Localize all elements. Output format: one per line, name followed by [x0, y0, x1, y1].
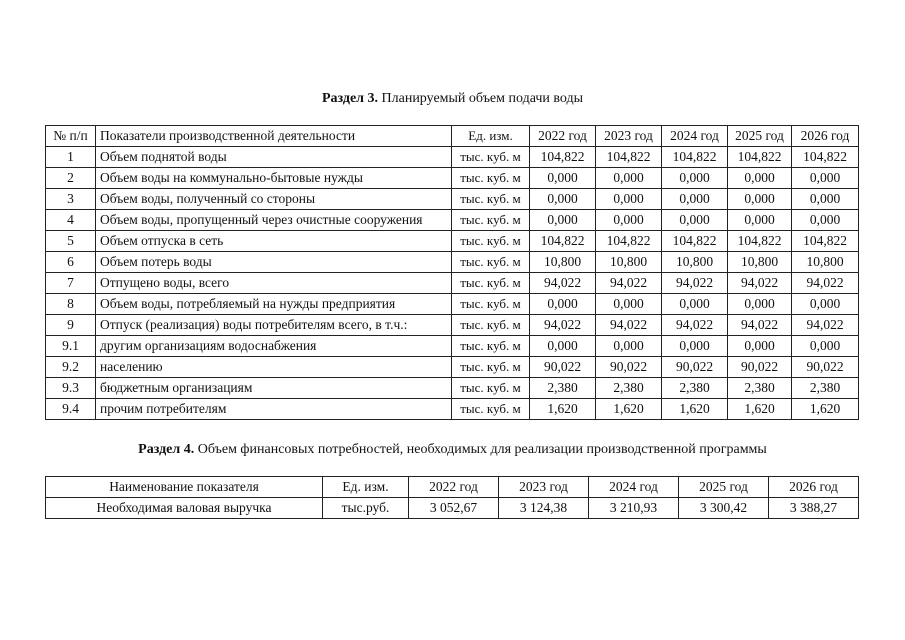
table-row [46, 378, 859, 399]
table-cell: Отпущено воды, всего [96, 273, 452, 294]
table-cell: 4 [46, 210, 96, 231]
table-cell: 2,380 [792, 378, 859, 399]
column-header: Ед. изм. [323, 477, 409, 498]
table-cell: 0,000 [728, 189, 792, 210]
table-cell: Объем воды, полученный со стороны [96, 189, 452, 210]
column-header: 2025 год [679, 477, 769, 498]
table-cell: тыс. куб. м [452, 273, 530, 294]
table-cell: 104,822 [662, 147, 728, 168]
table-cell: 0,000 [596, 210, 662, 231]
table-cell: 0,000 [530, 210, 596, 231]
table-cell: 0,000 [792, 189, 859, 210]
table-cell: 1,620 [530, 399, 596, 420]
table-cell: 104,822 [728, 147, 792, 168]
table-cell: 0,000 [792, 336, 859, 357]
table-cell: 0,000 [662, 210, 728, 231]
table-cell: тыс. куб. м [452, 231, 530, 252]
table-cell: тыс.руб. [323, 498, 409, 519]
table-cell: тыс. куб. м [452, 168, 530, 189]
table-cell: 104,822 [662, 231, 728, 252]
table-cell: 0,000 [792, 168, 859, 189]
column-header: 2026 год [769, 477, 859, 498]
column-header: 2023 год [499, 477, 589, 498]
section-4-title [0, 442, 905, 458]
table-cell: 10,800 [596, 252, 662, 273]
table-cell: 0,000 [662, 294, 728, 315]
table-cell: населению [96, 357, 452, 378]
table-row [46, 252, 859, 273]
table-row [46, 273, 859, 294]
table-cell: 94,022 [728, 273, 792, 294]
table-cell: 94,022 [662, 315, 728, 336]
section-4-heading: Объем финансовых потребностей, необходимых для реализации производственной программы [194, 442, 767, 457]
table-row [46, 357, 859, 378]
table-cell: 0,000 [662, 336, 728, 357]
table-cell: тыс. куб. м [452, 357, 530, 378]
table-cell: 6 [46, 252, 96, 273]
table-cell: 90,022 [530, 357, 596, 378]
table-cell: бюджетным организациям [96, 378, 452, 399]
table-cell: 9.4 [46, 399, 96, 420]
table-cell: тыс. куб. м [452, 210, 530, 231]
column-header: 2024 год [589, 477, 679, 498]
table-cell: 0,000 [596, 189, 662, 210]
table-cell: 9.2 [46, 357, 96, 378]
table-cell: 10,800 [662, 252, 728, 273]
section-3-title [0, 91, 905, 107]
table-cell: 9 [46, 315, 96, 336]
table-row [46, 189, 859, 210]
table-cell: Объем потерь воды [96, 252, 452, 273]
table-cell: 94,022 [792, 315, 859, 336]
table-cell: 104,822 [596, 147, 662, 168]
table-cell: 10,800 [728, 252, 792, 273]
table-cell: 0,000 [530, 189, 596, 210]
column-header: № п/п [46, 126, 96, 147]
table-cell: 94,022 [596, 273, 662, 294]
table-row [46, 210, 859, 231]
table-cell: 90,022 [728, 357, 792, 378]
table-cell: 90,022 [596, 357, 662, 378]
table-cell: 1,620 [728, 399, 792, 420]
table-cell: 90,022 [792, 357, 859, 378]
table-cell: Объем отпуска в сеть [96, 231, 452, 252]
table-cell: 0,000 [662, 189, 728, 210]
column-header: 2026 год [792, 126, 859, 147]
table-cell: 0,000 [728, 294, 792, 315]
table-cell: Объем поднятой воды [96, 147, 452, 168]
table-cell: 94,022 [792, 273, 859, 294]
table-cell: 1,620 [662, 399, 728, 420]
table-cell: 5 [46, 231, 96, 252]
table-cell: 9.3 [46, 378, 96, 399]
table-cell: тыс. куб. м [452, 336, 530, 357]
table-cell: 0,000 [530, 336, 596, 357]
table-cell: 3 210,93 [589, 498, 679, 519]
table-cell: 2,380 [728, 378, 792, 399]
table-cell: Объем воды, пропущенный через очистные сооружения [96, 210, 452, 231]
table-cell: 104,822 [530, 147, 596, 168]
column-header: 2022 год [409, 477, 499, 498]
table-cell: 0,000 [596, 294, 662, 315]
water-volume-table [45, 125, 859, 420]
table-row [46, 315, 859, 336]
table-cell: Необходимая валовая выручка [46, 498, 323, 519]
table-cell: 0,000 [728, 168, 792, 189]
table-cell: 3 300,42 [679, 498, 769, 519]
table-row [46, 231, 859, 252]
table-cell: 3 052,67 [409, 498, 499, 519]
table-cell: 1 [46, 147, 96, 168]
section-4-label: Раздел 4. [138, 442, 195, 457]
column-header: 2023 год [596, 126, 662, 147]
table-cell: 0,000 [530, 168, 596, 189]
section-3-heading: Планируемый объем подачи воды [378, 91, 584, 106]
table-row [46, 399, 859, 420]
table-cell: 2,380 [662, 378, 728, 399]
table-cell: 8 [46, 294, 96, 315]
table-cell: Объем воды на коммунально-бытовые нужды [96, 168, 452, 189]
table-cell: 94,022 [530, 273, 596, 294]
table-row [46, 147, 859, 168]
table-cell: 7 [46, 273, 96, 294]
table-cell: 1,620 [596, 399, 662, 420]
table-cell: 94,022 [530, 315, 596, 336]
table-cell: Объем воды, потребляемый на нужды предприятия [96, 294, 452, 315]
table-cell: 104,822 [792, 231, 859, 252]
table-cell: 3 124,38 [499, 498, 589, 519]
table-cell: другим организациям водоснабжения [96, 336, 452, 357]
table-cell: 9.1 [46, 336, 96, 357]
column-header: Показатели производственной деятельности [96, 126, 452, 147]
table-cell: 0,000 [728, 336, 792, 357]
column-header: 2022 год [530, 126, 596, 147]
table-cell: тыс. куб. м [452, 294, 530, 315]
table-cell: 0,000 [530, 294, 596, 315]
table-cell: 2 [46, 168, 96, 189]
section-3-label: Раздел 3. [321, 91, 379, 106]
table-cell: 94,022 [596, 315, 662, 336]
table-row [46, 294, 859, 315]
table-cell: тыс. куб. м [452, 147, 530, 168]
financial-needs-table [45, 476, 859, 519]
table-cell: 104,822 [728, 231, 792, 252]
table-cell: 2,380 [530, 378, 596, 399]
table-cell: тыс. куб. м [452, 252, 530, 273]
table-header-row [46, 477, 859, 498]
table-cell: 0,000 [792, 210, 859, 231]
table-cell: 90,022 [662, 357, 728, 378]
table-cell: 0,000 [596, 336, 662, 357]
column-header: Ед. изм. [452, 126, 530, 147]
table-cell: 10,800 [530, 252, 596, 273]
table-cell: 94,022 [728, 315, 792, 336]
table-cell: тыс. куб. м [452, 378, 530, 399]
table-cell: тыс. куб. м [452, 399, 530, 420]
table-cell: 0,000 [662, 168, 728, 189]
table-cell: 0,000 [728, 210, 792, 231]
column-header: Наименование показателя [46, 477, 323, 498]
table-cell: 94,022 [662, 273, 728, 294]
table-row [46, 336, 859, 357]
column-header: 2024 год [662, 126, 728, 147]
table-header-row [46, 126, 859, 147]
table-row [46, 498, 859, 519]
table-cell: 104,822 [792, 147, 859, 168]
table-cell: 2,380 [596, 378, 662, 399]
table-cell: 3 388,27 [769, 498, 859, 519]
table-cell: тыс. куб. м [452, 315, 530, 336]
table-cell: 3 [46, 189, 96, 210]
table-cell: 104,822 [530, 231, 596, 252]
table-cell: прочим потребителям [96, 399, 452, 420]
table-cell: Отпуск (реализация) воды потребителям всего, в т.ч.: [96, 315, 452, 336]
table-cell: 10,800 [792, 252, 859, 273]
table-cell: 0,000 [792, 294, 859, 315]
table-cell: 0,000 [596, 168, 662, 189]
table-cell: 1,620 [792, 399, 859, 420]
table-row [46, 168, 859, 189]
table-cell: 104,822 [596, 231, 662, 252]
column-header: 2025 год [728, 126, 792, 147]
table-cell: тыс. куб. м [452, 189, 530, 210]
